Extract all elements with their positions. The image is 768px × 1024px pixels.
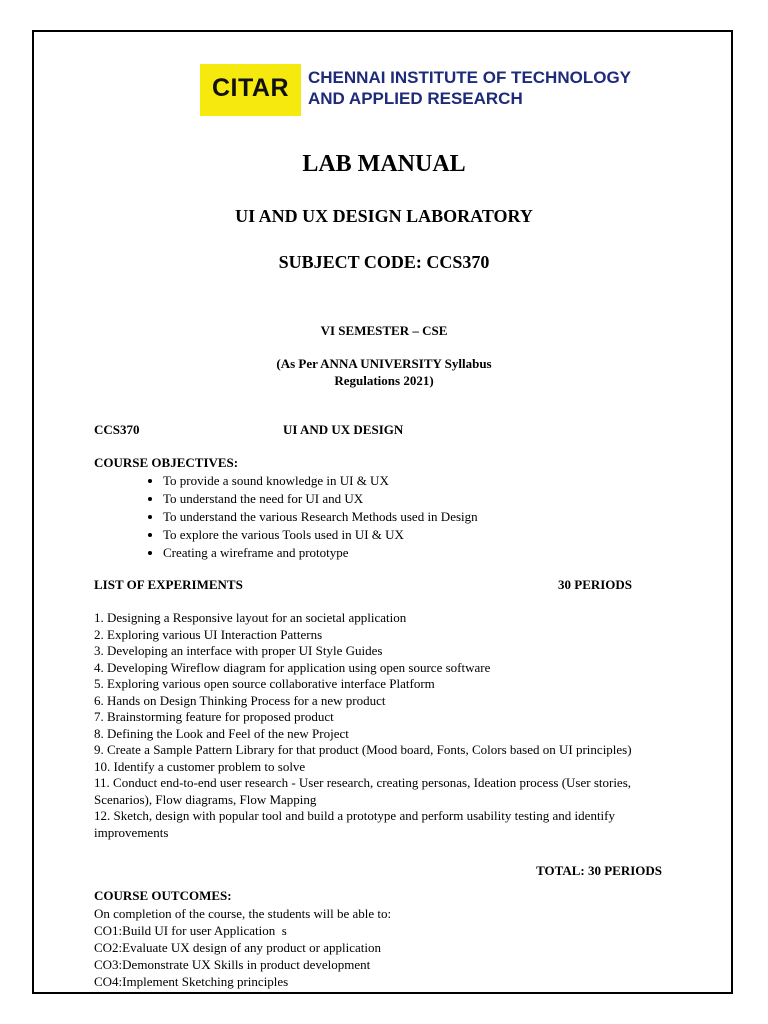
experiment-item: 3. Developing an interface with proper UI Style Guides xyxy=(94,643,383,658)
semester-line: VI SEMESTER – CSE xyxy=(320,323,448,338)
experiments-periods: 30 PERIODS xyxy=(558,577,633,592)
experiment-item: 7. Brainstorming feature for proposed product xyxy=(94,709,334,724)
experiments-heading: LIST OF EXPERIMENTS xyxy=(94,577,243,592)
document-subtitle: UI AND UX DESIGN LABORATORY xyxy=(235,206,533,226)
experiment-item: 10. Identify a customer problem to solve xyxy=(94,758,306,774)
objective-item: • To explore the various Tools used in UI & UX xyxy=(163,526,478,544)
objectives-heading: COURSE OBJECTIVES: xyxy=(94,455,239,470)
experiment-item: 12. Sketch, design with popular tool and build a prototype and perform usability testing and identify improvements xyxy=(94,808,615,840)
objective-item: • To understand the various Research Methods used in Design xyxy=(163,508,478,526)
outcome-item: CO3:Demonstrate UX Skills in product development xyxy=(94,957,371,972)
outcome-item: CO4:Implement Sketching principles xyxy=(94,974,289,989)
document-title: LAB MANUAL xyxy=(302,151,466,177)
experiment-item: 11. Conduct end-to-end user research - User research, creating personas, Ideation process (User stories, Scenarios), Flow diagrams, Flow Mapping xyxy=(94,775,632,807)
outcome-item: CO1:Build UI for user Application s xyxy=(94,923,287,938)
outcome-item: CO2:Evaluate UX design of any product or application xyxy=(94,940,382,955)
experiments-list xyxy=(94,610,674,841)
course-name: UI AND UX DESIGN xyxy=(283,422,404,437)
experiment-item: 1. Designing a Responsive layout for an societal application xyxy=(94,610,407,625)
experiment-item: 2. Exploring various UI Interaction Patterns xyxy=(94,626,323,642)
experiment-item: 8. Defining the Look and Feel of the new Project xyxy=(94,725,349,741)
objective-item: • To provide a sound knowledge in UI & UX xyxy=(163,472,478,490)
institute-logo xyxy=(200,64,672,116)
experiment-item: 5. Exploring various open source collaborative interface Platform xyxy=(94,676,435,691)
logo-name-line-1: CHENNAI INSTITUTE OF TECHNOLOGY xyxy=(308,68,631,87)
logo-badge-text: CITAR xyxy=(211,74,290,102)
syllabus-line-2: Regulations 2021) xyxy=(334,373,434,388)
syllabus-line-1: (As Per ANNA UNIVERSITY Syllabus xyxy=(276,356,492,371)
experiment-item: 4. Developing Wireflow diagram for application using open source software xyxy=(94,659,491,675)
course-code: CCS370 xyxy=(94,422,140,437)
outcomes-intro: On completion of the course, the students will be able to: xyxy=(94,906,392,921)
experiment-item: 6. Hands on Design Thinking Process for a new product xyxy=(94,692,386,708)
outcomes-list xyxy=(94,905,391,990)
outcomes-heading: COURSE OUTCOMES: xyxy=(94,888,232,903)
objectives-list xyxy=(140,472,478,562)
objective-item: • Creating a wireframe and prototype xyxy=(163,544,478,562)
total-periods: TOTAL: 30 PERIODS xyxy=(536,863,662,878)
logo-badge xyxy=(200,64,301,116)
logo-name-line-2: AND APPLIED RESEARCH xyxy=(308,89,523,108)
experiment-item: 9. Create a Sample Pattern Library for that product (Mood board, Fonts, Colors based on UI principles) xyxy=(94,742,632,757)
subject-code: SUBJECT CODE: CCS370 xyxy=(278,252,490,272)
objective-item: • To understand the need for UI and UX xyxy=(163,490,478,508)
